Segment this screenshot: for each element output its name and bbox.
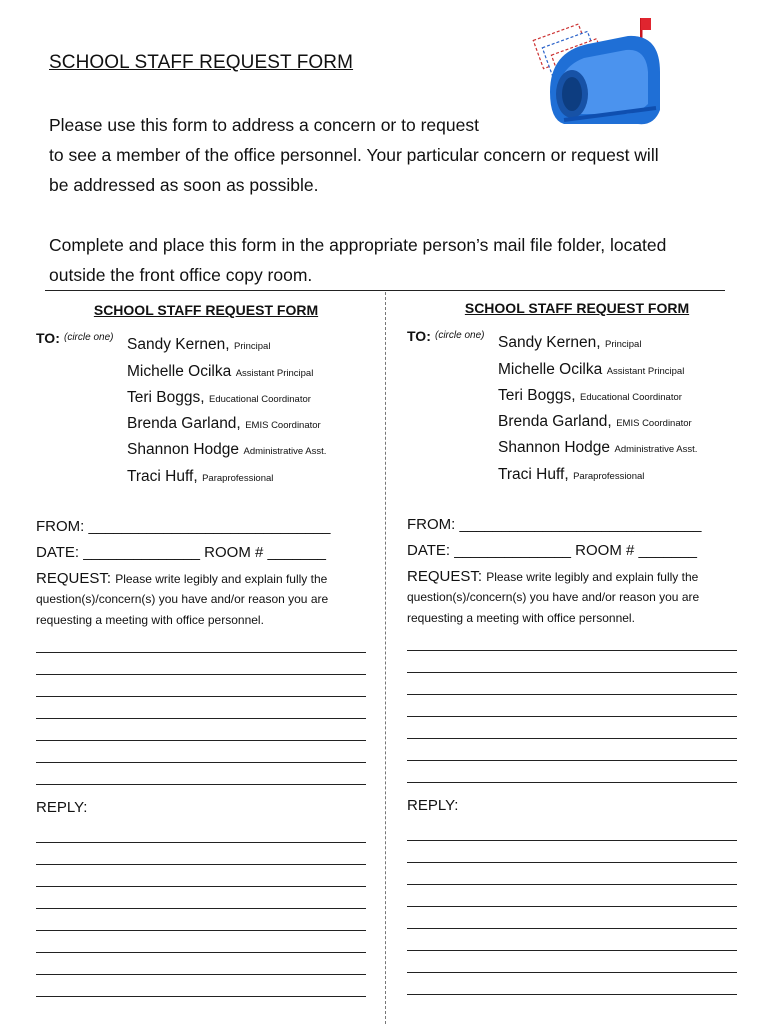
intro-text	[49, 110, 729, 320]
form-fields	[407, 512, 747, 995]
form-fields	[36, 514, 376, 997]
blank-line	[36, 887, 366, 909]
reply-label: REPLY:	[36, 799, 88, 816]
slip-title: SCHOOL STAFF REQUEST FORM	[464, 300, 690, 316]
blank-line	[36, 953, 366, 975]
blank-line	[407, 673, 737, 695]
blank-line	[407, 863, 737, 885]
blank-line	[36, 631, 366, 653]
horizontal-divider	[45, 290, 725, 291]
blank-line	[36, 741, 366, 763]
request-row	[36, 570, 376, 587]
blank-line	[36, 909, 366, 931]
mailbox-with-letters-icon	[528, 14, 666, 132]
form-title: SCHOOL STAFF REQUEST FORM	[49, 52, 354, 73]
blank-line	[407, 841, 737, 863]
blank-line	[407, 973, 737, 995]
blank-line	[36, 697, 366, 719]
request-lines[interactable]	[36, 631, 376, 785]
slip-title: SCHOOL STAFF REQUEST FORM	[93, 302, 319, 318]
staff-option[interactable]: Traci Huff, Paraprofessional	[498, 466, 645, 483]
blank-line	[407, 739, 737, 761]
blank-line	[36, 931, 366, 953]
request-slip-left	[36, 302, 376, 816]
request-help: requesting a meeting with office personnel.	[407, 611, 635, 625]
staff-option[interactable]: Michelle Ocilka Assistant Principal	[498, 361, 685, 378]
request-slip-right	[407, 300, 747, 814]
blank-line	[36, 865, 366, 887]
staff-option[interactable]: Michelle Ocilka Assistant Principal	[127, 363, 314, 380]
date-room-field[interactable]: DATE: ______________ ROOM # _______	[407, 542, 697, 559]
staff-option[interactable]: Teri Boggs, Educational Coordinator	[127, 389, 311, 406]
blank-line	[407, 761, 737, 783]
to-label: TO:	[36, 330, 60, 346]
circle-one-hint: (circle one)	[435, 330, 485, 341]
request-row	[407, 568, 747, 585]
blank-line	[407, 629, 737, 651]
blank-line	[407, 651, 737, 673]
blank-line	[407, 695, 737, 717]
date-room-field[interactable]: DATE: ______________ ROOM # _______	[36, 544, 326, 561]
staff-option[interactable]: Sandy Kernen, Principal	[127, 336, 271, 353]
staff-option[interactable]: Brenda Garland, EMIS Coordinator	[127, 415, 321, 432]
blank-line	[407, 819, 737, 841]
request-label: REQUEST:	[407, 568, 483, 585]
blank-line	[36, 675, 366, 697]
from-field[interactable]: FROM: _____________________________	[407, 516, 702, 533]
staff-option[interactable]: Shannon Hodge Administrative Asst.	[127, 441, 327, 458]
to-label: TO:	[407, 328, 431, 344]
request-lines[interactable]	[407, 629, 747, 783]
request-label: REQUEST:	[36, 570, 112, 587]
cut-line	[385, 292, 386, 1024]
staff-option[interactable]: Traci Huff, Paraprofessional	[127, 468, 274, 485]
staff-option[interactable]: Shannon Hodge Administrative Asst.	[498, 439, 698, 456]
intro-paragraph-1: Please use this form to address a concern or to request to see a member of the office personnel. Your particular concern or request will be addressed as soon as possible.	[49, 115, 659, 195]
blank-line	[407, 717, 737, 739]
blank-line	[36, 763, 366, 785]
blank-line	[407, 907, 737, 929]
staff-option[interactable]: Teri Boggs, Educational Coordinator	[498, 387, 682, 404]
staff-list	[36, 336, 376, 496]
from-field[interactable]: FROM: _____________________________	[36, 518, 331, 535]
blank-line	[36, 975, 366, 997]
circle-one-hint: (circle one)	[64, 332, 114, 343]
staff-option[interactable]: Sandy Kernen, Principal	[498, 334, 642, 351]
blank-line	[36, 653, 366, 675]
staff-list	[407, 334, 747, 494]
reply-label: REPLY:	[407, 797, 459, 814]
request-help: Please write legibly and explain fully the	[115, 572, 328, 586]
blank-line	[36, 719, 366, 741]
blank-line	[36, 821, 366, 843]
blank-line	[407, 951, 737, 973]
blank-line	[407, 885, 737, 907]
request-help: question(s)/concern(s) you have and/or reason you are	[36, 592, 329, 606]
staff-option[interactable]: Brenda Garland, EMIS Coordinator	[498, 413, 692, 430]
intro-paragraph-2: Complete and place this form in the appropriate person’s mail file folder, located outside the front office copy room.	[49, 235, 667, 285]
blank-line	[407, 929, 737, 951]
request-help: question(s)/concern(s) you have and/or reason you are	[407, 590, 700, 604]
reply-lines[interactable]	[36, 821, 376, 997]
blank-line	[36, 843, 366, 865]
request-help: Please write legibly and explain fully the	[486, 570, 699, 584]
reply-lines[interactable]	[407, 819, 747, 995]
request-help: requesting a meeting with office personnel.	[36, 613, 264, 627]
